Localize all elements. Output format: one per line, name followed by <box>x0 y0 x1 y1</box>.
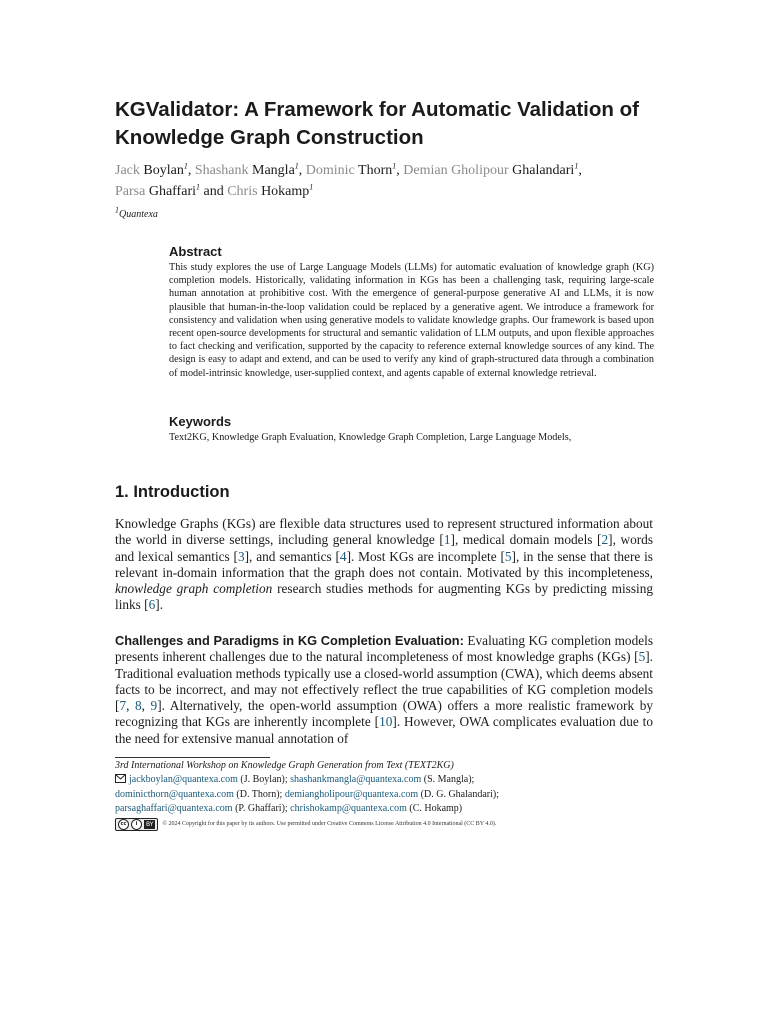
emphasis-text: knowledge graph completion <box>115 581 273 597</box>
author-affiliation-marker: 1 <box>183 161 188 171</box>
author-affiliation-marker: 1 <box>392 161 397 171</box>
keywords-heading: Keywords <box>169 414 232 429</box>
text-run: ]. <box>155 597 164 613</box>
author-separator: , <box>578 163 582 178</box>
author-separator: and <box>200 184 224 199</box>
email-owner: (D. G. Ghalandari); <box>418 789 499 800</box>
email-row <box>115 802 675 816</box>
email-owner: (P. Ghaffari); <box>232 803 291 814</box>
footnotes <box>115 759 675 831</box>
email-row <box>115 788 675 802</box>
attribution-person-icon: i <box>131 819 142 830</box>
author-last-name: Hokamp <box>261 184 310 199</box>
text-run: ], medical domain models [ <box>450 532 602 548</box>
email-owner: (J. Boylan); <box>237 774 291 785</box>
citation-link[interactable]: 2 <box>601 532 609 548</box>
abstract-text: This study explores the use of Large Language Models (LLMs) for automatic evaluation of knowledge graph (KG) completion models. Historically, validating information in KGs has been a challenging task, requiring large-scale human annotation at prohibitive cost. With the emergence of general-purpose generative AI and LLMs, it is now plausible that human-in-the-loop validation could be replaced by a generative agent. We introduce a framework for consistency and validation when using generative models to validate knowledge graphs. Our framework is based upon recent open-source developments for structural and semantic validation of LLM outputs, and upon flexible approaches to fact checking and verification, supported by the capacity to reference external knowledge sources of any kind. The design is easy to adapt and extend, and can be used to verify any kind of graph-structured data through a combination of model-intrinsic knowledge, user-supplied context, and agents capable of external knowledge retrieval. <box>169 262 654 379</box>
paragraph-body <box>115 633 653 746</box>
text-run: ]. Traditional evaluation methods typically use a closed-world assumption (CWA), which deems absent facts to be incorrect, and may not effectively reflect the true capabilities of KG completion models [ <box>115 649 653 714</box>
author <box>403 163 582 178</box>
email-row <box>115 773 675 788</box>
footnote-rule <box>115 757 270 758</box>
author-separator: , <box>396 163 400 178</box>
text-run: ]. However, OWA complicates evaluation due to the need for extensive manual annotation of <box>115 714 653 746</box>
intro-paragraph-1 <box>115 516 653 614</box>
text-run: research studies methods for augmenting KGs by predicting missing links [ <box>115 581 653 613</box>
email-owner: (C. Hokamp) <box>406 803 463 814</box>
email-owner: (S. Mangla); <box>421 774 475 785</box>
author <box>306 163 400 178</box>
author-last-name: Ghaffari <box>148 184 196 199</box>
author-separator: , <box>187 163 192 178</box>
email-owner: (D. Thorn); <box>233 789 285 800</box>
email-link[interactable]: shashankmangla@quantexa.com <box>290 774 422 785</box>
cc-by-label: BY <box>146 820 154 828</box>
citation-link[interactable]: 1 <box>443 532 451 548</box>
author-last-name: Thorn <box>358 163 393 178</box>
workshop-note: 3rd International Workshop on Knowledge Graph Generation from Text (TEXT2KG) <box>115 760 454 771</box>
text-run: ], and semantics [ <box>244 548 340 564</box>
email-link[interactable]: dominicthorn@quantexa.com <box>115 789 234 800</box>
affiliation-name: Quantexa <box>119 209 158 220</box>
citation-link[interactable]: 5 <box>504 548 512 564</box>
keywords-section <box>169 414 654 444</box>
text-run: ], words and lexical semantics [ <box>115 532 653 564</box>
citation-link[interactable]: 7 <box>119 698 127 714</box>
cc-license-badge-icon[interactable] <box>115 818 158 831</box>
author <box>227 184 313 199</box>
author-separator: , <box>298 163 303 178</box>
author-affiliation-marker: 1 <box>574 161 579 171</box>
author-first-name: Dominic <box>305 163 359 178</box>
paragraph-heading: Challenges and Paradigms in KG Completion Evaluation: <box>115 633 464 648</box>
citation-link[interactable]: 8 <box>134 698 142 714</box>
author-first-name: Parsa <box>115 184 149 199</box>
text-run: Knowledge Graphs (KGs) are flexible data structures used to represent structured information about the world in diverse settings, including general knowledge [ <box>115 516 653 548</box>
license-row <box>115 817 675 831</box>
text-run: ]. Most KGs are incomplete [ <box>346 548 505 564</box>
author <box>115 184 224 199</box>
author-first-name: Jack <box>115 163 144 178</box>
author-affiliation-marker: 1 <box>309 182 314 192</box>
email-link[interactable]: jackboylan@quantexa.com <box>129 774 238 785</box>
affiliation <box>115 205 158 220</box>
email-link[interactable]: chrishokamp@quantexa.com <box>290 803 407 814</box>
citation-link[interactable]: 4 <box>339 548 347 564</box>
author-affiliation-marker: 1 <box>294 161 299 171</box>
affiliation-marker: 1 <box>115 205 119 215</box>
citation-link[interactable]: 10 <box>379 714 393 730</box>
author-last-name: Boylan <box>143 163 184 178</box>
intro-paragraph-2 <box>115 633 653 747</box>
citation-link[interactable]: 3 <box>237 548 245 564</box>
author-first-name: Demian Gholipour <box>403 163 513 178</box>
text-run: ]. Alternatively, the open-world assumption (OWA) offers a more realistic framework by recognizing that KGs are inherently incomplete [ <box>115 698 653 730</box>
abstract-section <box>169 244 654 380</box>
text-run: , <box>126 698 135 714</box>
email-link[interactable]: parsaghaffari@quantexa.com <box>115 803 233 814</box>
section-heading-introduction: 1. Introduction <box>115 483 230 501</box>
email-list <box>115 773 675 816</box>
author-affiliation-marker: 1 <box>196 182 200 192</box>
paper-title: KGValidator: A Framework for Automatic Validation of Knowledge Graph Construction <box>115 98 639 149</box>
author-last-name: Mangla <box>252 163 295 178</box>
author-list <box>115 160 675 202</box>
citation-link[interactable]: 6 <box>148 597 156 613</box>
text-run: ], in the sense that there is relevant in-domain information that the graph does not contain. Motivated by this incompleteness, <box>115 548 653 580</box>
email-link[interactable]: demiangholipour@quantexa.com <box>284 789 419 800</box>
cc-logo-icon: cc <box>118 819 129 830</box>
citation-link[interactable]: 5 <box>638 649 646 665</box>
author-first-name: Shashank <box>194 163 253 178</box>
text-run: Evaluating KG completion models presents inherent challenges due to the natural incompleteness of most knowledge graphs (KGs) [ <box>115 633 653 665</box>
text-run: , <box>141 698 151 714</box>
citation-link[interactable]: 9 <box>150 698 158 714</box>
abstract-heading: Abstract <box>169 244 222 259</box>
envelope-icon <box>115 774 126 788</box>
author-last-name: Ghalandari <box>512 163 575 178</box>
author <box>195 163 302 178</box>
keywords-text: Text2KG, Knowledge Graph Evaluation, Knowledge Graph Completion, Large Language Models, <box>169 432 572 443</box>
author <box>115 163 191 178</box>
license-text: © 2024 Copyright for this paper by its authors. Use permitted under Creative Commons License Attribution 4.0 International (CC BY 4.0). <box>162 821 497 827</box>
author-first-name: Chris <box>227 184 262 199</box>
